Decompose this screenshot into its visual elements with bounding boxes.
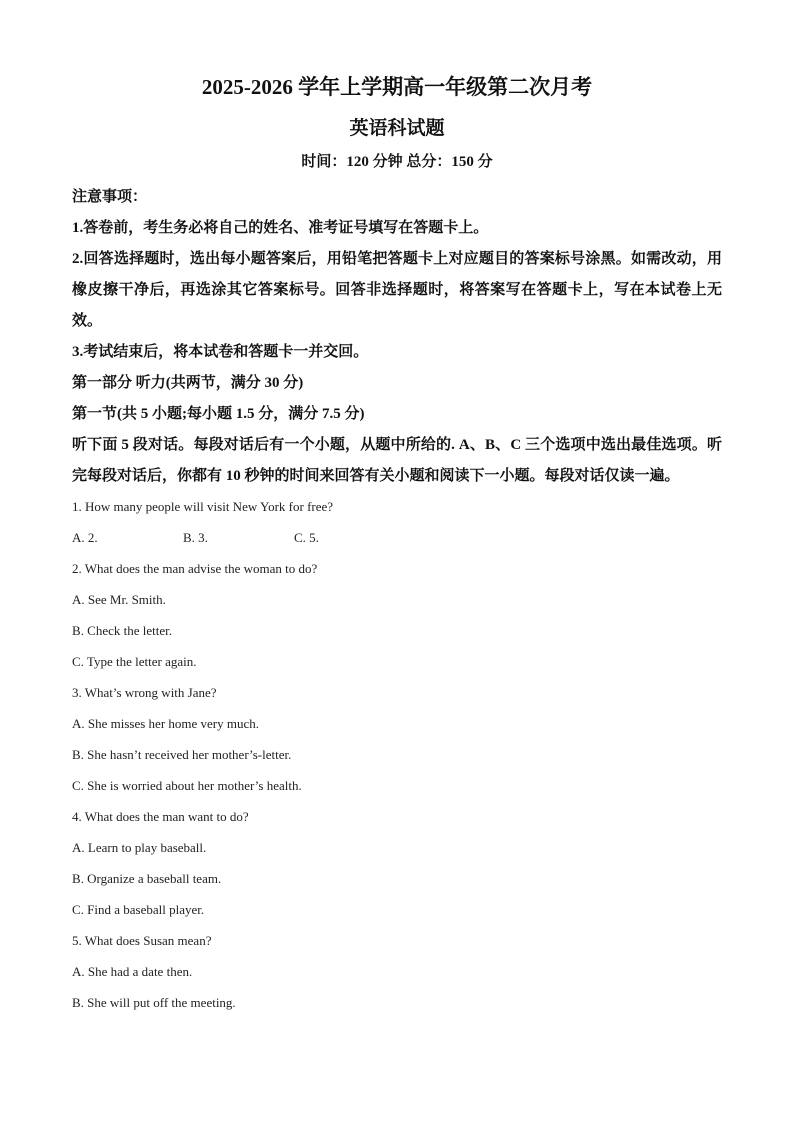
note-item-3: 3.考试结束后，将本试卷和答题卡一并交回。 bbox=[72, 344, 369, 360]
question-stem: 1. How many people will visit New York for free? bbox=[72, 499, 334, 514]
option-b: B. She hasn’t received her mother’s-letter. bbox=[72, 747, 292, 762]
note-item-1: 1.答卷前，考生务必将自己的姓名、准考证号填写在答题卡上。 bbox=[72, 220, 489, 236]
option-b: B. Organize a baseball team. bbox=[72, 871, 222, 886]
option-c: C. 5. bbox=[294, 530, 319, 545]
subject-title: 英语科试题 bbox=[349, 118, 445, 139]
exam-title: 2025-2026 学年上学期高一年级第二次月考 bbox=[201, 75, 593, 99]
option-row bbox=[72, 522, 722, 553]
question-stem: 2. What does the man advise the woman to do? bbox=[72, 561, 318, 576]
option-b: B. 3. bbox=[183, 530, 208, 545]
question-stem: 4. What does the man want to do? bbox=[72, 809, 249, 824]
listening-instructions: 听下面 5 段对话。每段对话后有一个小题，从题中所给的. A、B、C 三个选项中选出最佳选项。听完每段对话后，你都有 10 秒钟的时间来回答有关小题和阅读下一小题。每段对话仅读一遍。 bbox=[72, 437, 722, 484]
option-c: C. She is worried about her mother’s health. bbox=[72, 778, 302, 793]
note-item-2: 2.回答选择题时，选出每小题答案后，用铅笔把答题卡上对应题目的答案标号涂黑。如需改动，用橡皮擦干净后，再选涂其它答案标号。回答非选择题时，将答案写在答题卡上，写在本试卷上无效。 bbox=[72, 251, 722, 329]
option-a: A. Learn to play baseball. bbox=[72, 840, 207, 855]
option-a: A. She misses her home very much. bbox=[72, 716, 260, 731]
option-a: A. She had a date then. bbox=[72, 964, 193, 979]
notes-section bbox=[72, 182, 722, 492]
option-b: B. Check the letter. bbox=[72, 623, 173, 638]
time-score-line: 时间：120 分钟 总分：150 分 bbox=[301, 154, 493, 170]
option-c: C. Find a baseball player. bbox=[72, 902, 205, 917]
question-stem: 3. What’s wrong with Jane? bbox=[72, 685, 217, 700]
option-c: C. Type the letter again. bbox=[72, 654, 197, 669]
option-b: B. She will put off the meeting. bbox=[72, 995, 236, 1010]
question-list bbox=[72, 491, 722, 1018]
question-stem: 5. What does Susan mean? bbox=[72, 933, 212, 948]
option-a: A. 2. bbox=[72, 530, 98, 545]
notes-heading: 注意事项： bbox=[72, 189, 148, 205]
part-heading: 第一部分 听力(共两节，满分 30 分) bbox=[72, 375, 304, 391]
option-a: A. See Mr. Smith. bbox=[72, 592, 166, 607]
section-heading: 第一节(共 5 小题;每小题 1.5 分，满分 7.5 分) bbox=[72, 406, 365, 422]
